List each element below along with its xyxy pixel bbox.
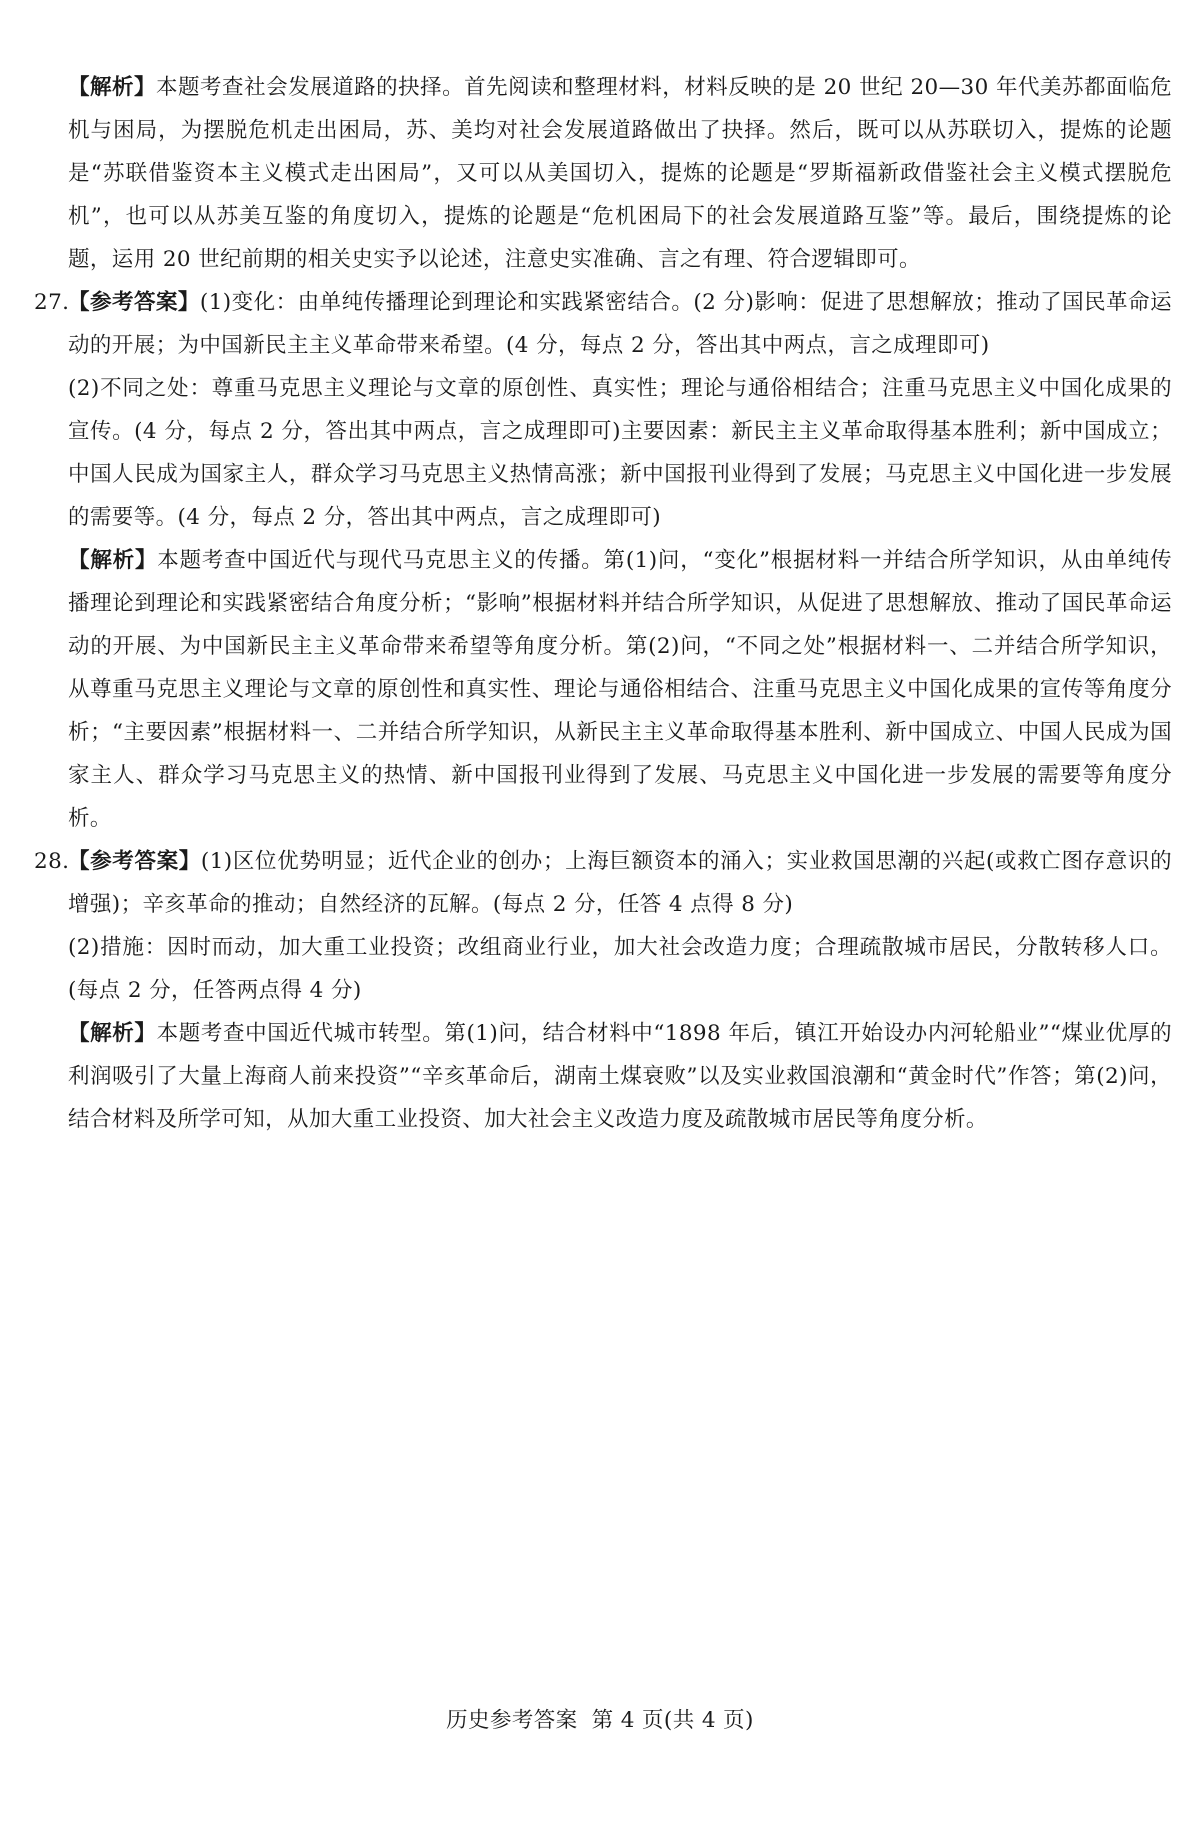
question-28 xyxy=(34,840,1172,1141)
q28-analysis xyxy=(68,1012,1172,1141)
q28-answer-label: 【参考答案】 xyxy=(68,849,201,874)
q28-answer-part2: (2)措施：因时而动，加大重工业投资；改组商业行业，加大社会改造力度；合理疏散城市居民，分散转移人口。(每点 2 分，任答两点得 4 分) xyxy=(68,935,1172,1003)
q27-answer-part1-text: (1)变化：由单纯传播理论到理论和实践紧密结合。(2 分)影响：促进了思想解放；推动了国民革命运动的开展；为中国新民主主义革命带来希望。(4 分，每点 2 分，答出其中两点，言之成理即可) xyxy=(68,290,1173,358)
q26-analysis-label: 【解析】 xyxy=(68,75,157,100)
q27-number: 27. xyxy=(34,290,70,315)
page-footer xyxy=(0,1703,1200,1734)
q27-answer-label: 【参考答案】 xyxy=(68,290,200,315)
q27-body xyxy=(68,281,1172,840)
question-27 xyxy=(34,281,1172,840)
q28-answer-part1 xyxy=(68,840,1172,926)
q27-answer-part1 xyxy=(68,281,1172,367)
q27-answer-part2: (2)不同之处：尊重马克思主义理论与文章的原创性、真实性；理论与通俗相结合；注重马克思主义中国化成果的宣传。(4 分，每点 2 分，答出其中两点，言之成理即可)主要因素：新民主主义革命取得基本胜利；新中国成立；中国人民成为国家主人，群众学习马克思主义热情高涨；新中国报刊业得到了发展；马克思主义中国化进一步发展的需要等。(4 分，每点 2 分，答出其中两点，言之成理即可) xyxy=(68,376,1172,530)
footer-page-number: 第 4 页(共 4 页) xyxy=(591,1708,754,1733)
q28-answer-part1-text: (1)区位优势明显；近代企业的创办；上海巨额资本的涌入；实业救国思潮的兴起(或救亡图存意识的增强)；辛亥革命的推动；自然经济的瓦解。(每点 2 分，任答 4 点得 8 分) xyxy=(68,849,1173,917)
q28-number: 28. xyxy=(34,849,70,874)
q28-body xyxy=(68,840,1172,1141)
q27-analysis xyxy=(68,539,1172,840)
footer-subject: 历史参考答案 xyxy=(446,1708,578,1733)
q27-analysis-text: 本题考查中国近代与现代马克思主义的传播。第(1)问，“变化”根据材料一并结合所学知识，从由单纯传播理论到理论和实践紧密结合角度分析；“影响”根据材料并结合所学知识，从促进了思想解放、推动了国民革命运动的开展、为中国新民主主义革命带来希望等角度分析。第(2)问，“不同之处”根据材料一、二并结合所学知识，从尊重马克思主义理论与文章的原创性和真实性、理论与通俗相结合、注重马克思主义中国化成果的宣传等角度分析；“主要因素”根据材料一、二并结合所学知识，从新民主主义革命取得基本胜利、新中国成立、中国人民成为国家主人、群众学习马克思主义的热情、新中国报刊业得到了发展、马克思主义中国化进一步发展的需要等角度分析。 xyxy=(68,548,1172,831)
q28-analysis-text: 本题考查中国近代城市转型。第(1)问，结合材料中“1898 年后，镇江开始设办内河轮船业”“煤业优厚的利润吸引了大量上海商人前来投资”“辛亥革命后，湖南土煤衰败”以及实业救国浪潮和“黄金时代”作答；第(2)问，结合材料及所学可知，从加大重工业投资、加大社会主义改造力度及疏散城市居民等角度分析。 xyxy=(68,1021,1172,1132)
q26-analysis xyxy=(34,66,1172,281)
document-content xyxy=(34,66,1172,1141)
q26-analysis-text: 本题考查社会发展道路的抉择。首先阅读和整理材料，材料反映的是 20 世纪 20—30 年代美苏都面临危机与困局，为摆脱危机走出困局，苏、美均对社会发展道路做出了抉择。然后，既可以从苏联切入，提炼的论题是“苏联借鉴资本主义模式走出困局”，又可以从美国切入，提炼的论题是“罗斯福新政借鉴社会主义模式摆脱危机”，也可以从苏美互鉴的角度切入，提炼的论题是“危机困局下的社会发展道路互鉴”等。最后，围绕提炼的论题，运用 20 世纪前期的相关史实予以论述，注意史实准确、言之有理、符合逻辑即可。 xyxy=(68,75,1172,272)
q28-analysis-label: 【解析】 xyxy=(68,1021,157,1046)
q27-analysis-label: 【解析】 xyxy=(68,548,158,573)
